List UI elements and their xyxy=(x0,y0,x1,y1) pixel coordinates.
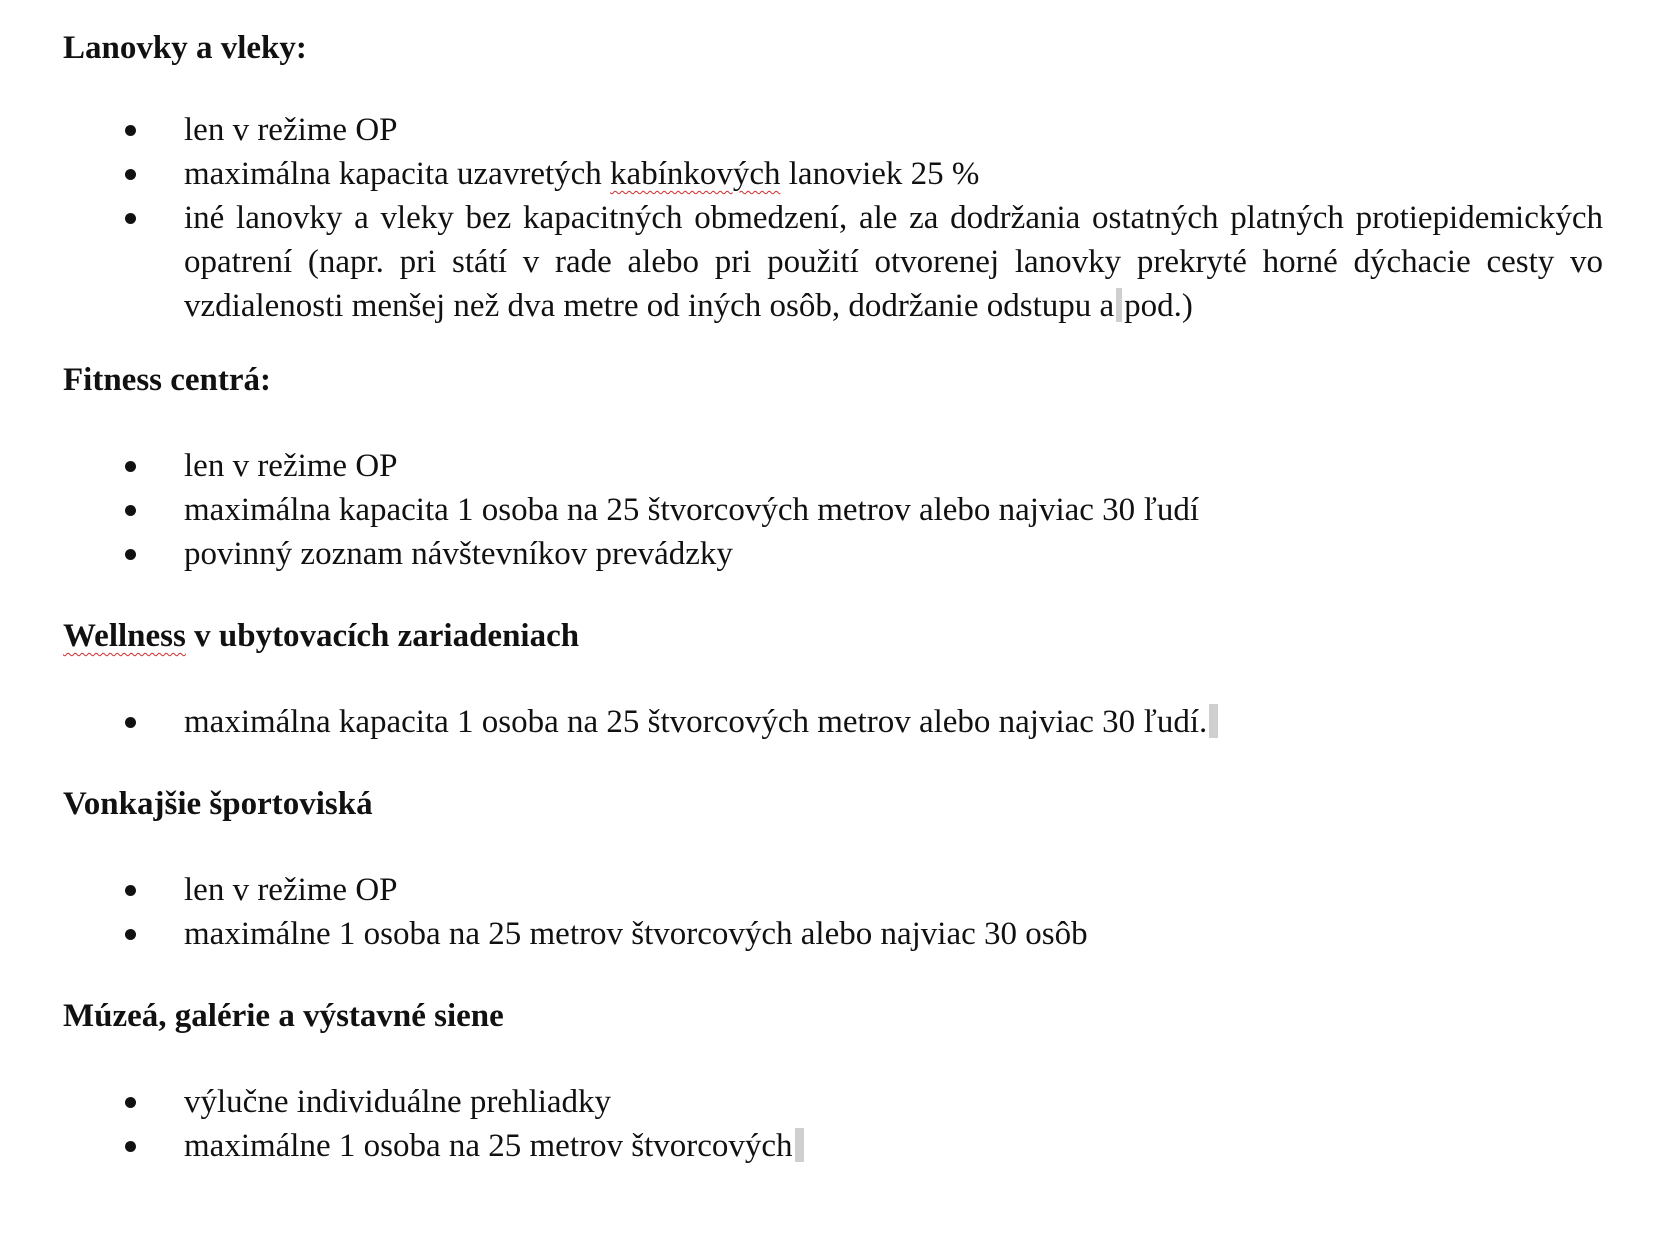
section-fitness xyxy=(63,360,1603,576)
bullet-icon xyxy=(125,885,136,896)
section-sportoviska xyxy=(63,784,1603,956)
list-item xyxy=(63,152,1603,196)
list-item-text: výlučne individuálne prehliadky xyxy=(184,1084,612,1120)
formatting-mark xyxy=(795,1128,804,1162)
list-item-text: len v režime OP xyxy=(184,448,398,484)
misspelled-word[interactable]: kabínkových xyxy=(610,156,781,192)
section-heading: Lanovky a vleky: xyxy=(63,30,307,66)
bullet-icon xyxy=(125,169,136,180)
misspelled-word[interactable]: Wellness xyxy=(63,618,186,654)
section-wellness xyxy=(63,616,1603,744)
list-item xyxy=(63,700,1603,744)
bullet-icon xyxy=(125,717,136,728)
section-heading: Fitness centrá: xyxy=(63,362,272,398)
list-item-text xyxy=(184,196,1603,328)
list-item xyxy=(63,196,1603,328)
section-muzea xyxy=(63,996,1603,1168)
list-item xyxy=(63,1124,1603,1168)
list-item-text: povinný zoznam návštevníkov prevádzky xyxy=(184,536,733,572)
list-item xyxy=(63,1080,1603,1124)
bullet-icon xyxy=(125,213,136,224)
list-item-text: maximálne 1 osoba na 25 metrov štvorcových alebo najviac 30 osôb xyxy=(184,916,1088,952)
document-page xyxy=(63,28,1603,1168)
formatting-mark xyxy=(1209,704,1218,738)
formatting-mark xyxy=(1116,288,1122,322)
section-lanovky xyxy=(63,28,1603,328)
bullet-icon xyxy=(125,125,136,136)
bullet-list xyxy=(63,700,1603,744)
text-run: lanoviek 25 % xyxy=(780,156,980,192)
bullet-icon xyxy=(125,549,136,560)
bullet-list xyxy=(63,108,1603,328)
list-item-text xyxy=(184,1124,1603,1168)
list-item-text: len v režime OP xyxy=(184,112,398,148)
bullet-icon xyxy=(125,1141,136,1152)
list-item-text: maximálna kapacita 1 osoba na 25 štvorcových metrov alebo najviac 30 ľudí xyxy=(184,492,1200,528)
list-item-text: len v režime OP xyxy=(184,872,398,908)
list-item xyxy=(63,108,1603,152)
list-item xyxy=(63,532,1603,576)
text-run: maximálna kapacita 1 osoba na 25 štvorcových metrov alebo najviac 30 ľudí. xyxy=(184,704,1208,740)
list-item xyxy=(63,444,1603,488)
section-heading: Vonkajšie športoviská xyxy=(63,786,373,822)
bullet-icon xyxy=(125,929,136,940)
section-heading: Múzeá, galérie a výstavné siene xyxy=(63,998,504,1034)
text-run: pod.) xyxy=(1124,288,1193,324)
text-run: iné lanovky a vleky bez kapacitných obmedzení, ale za dodržania ostatných platných protiepidemických opatrení (napr. pri státí v rade alebo pri použití otvorenej lanovky prekryté horné dýchacie cesty vo vzdialenosti menšej než dva metre od iných osôb, dodržanie odstupu a xyxy=(184,200,1603,324)
text-run: maximálna kapacita uzavretých xyxy=(184,156,611,192)
bullet-list xyxy=(63,868,1603,956)
bullet-icon xyxy=(125,461,136,472)
text-run: maximálne 1 osoba na 25 metrov štvorcových xyxy=(184,1128,793,1164)
list-item-text xyxy=(184,152,1603,196)
bullet-icon xyxy=(125,1097,136,1108)
bullet-icon xyxy=(125,505,136,516)
list-item-text xyxy=(184,700,1603,744)
section-heading xyxy=(63,616,1603,656)
bullet-list xyxy=(63,444,1603,576)
list-item xyxy=(63,912,1603,956)
bullet-list xyxy=(63,1080,1603,1168)
text-run: v ubytovacích zariadeniach xyxy=(185,618,580,654)
list-item xyxy=(63,868,1603,912)
list-item xyxy=(63,488,1603,532)
